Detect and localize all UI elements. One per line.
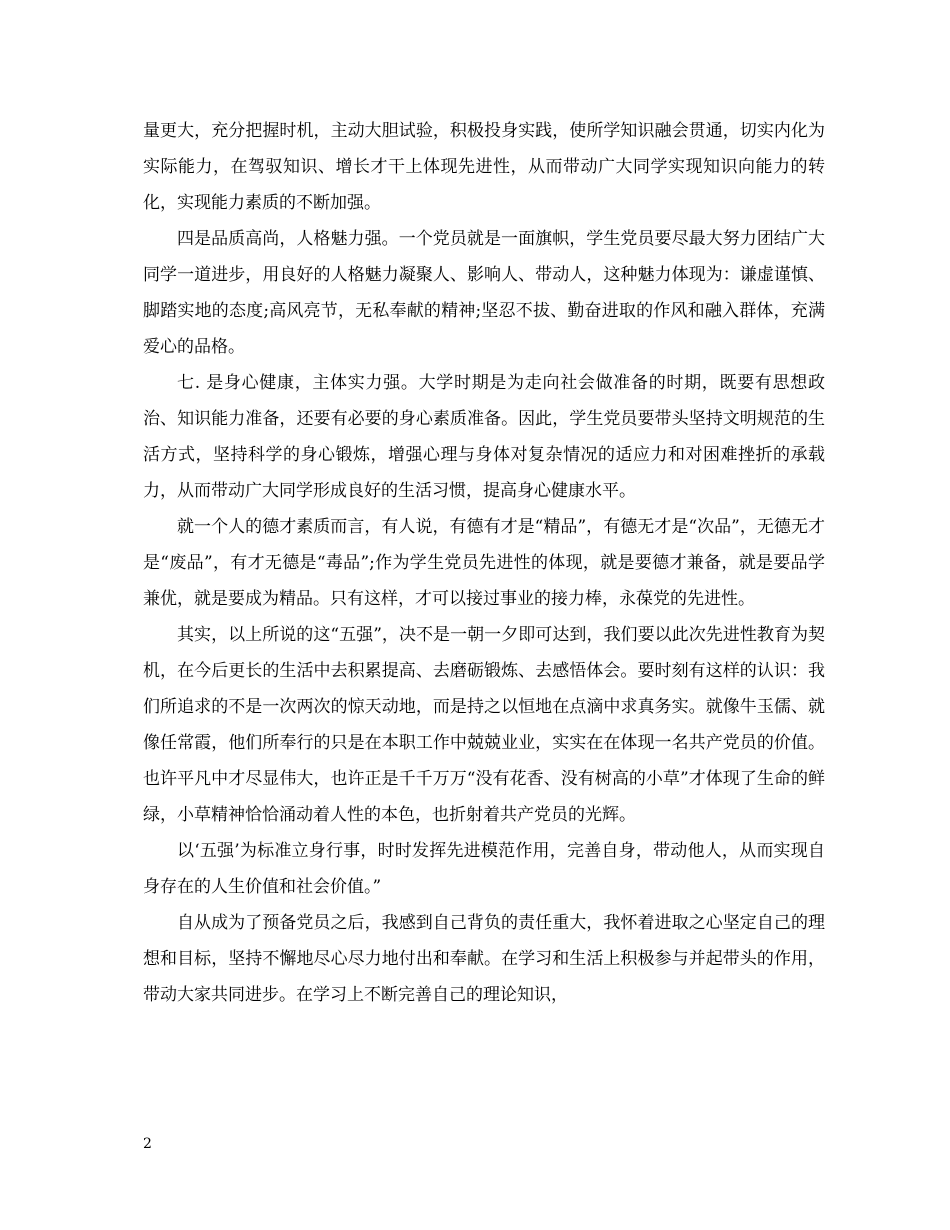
- paragraph: 其实，以上所说的这“五强”，决不是一朝一夕即可达到，我们要以此次先进性教育为契机，在今后更长的生活中去积累提高、去磨砺锻炼、去感悟体会。要时刻有这样的认识：我们所追求的不是一次两次的惊天动地，而是持之以恒地在点滴中求真务实。就像牛玉儒、就像任常霞，他们所奉行的只是在本职工作中兢兢业业，实实在在体现一名共产党员的价值。也许平凡中才尽显伟大，也许正是千千万万“没有花香、没有树高的小草”才体现了生命的鲜绿，小草精神恰恰涌动着人性的本色，也折射着共产党员的光辉。: [143, 625, 825, 825]
- document-body: [143, 113, 825, 1013]
- paragraph: 就一个人的德才素质而言，有人说，有德有才是“精品”，有德无才是“次品”，无德无才是“废品”，有才无德是“毒品”;作为学生党员先进性的体现，就是要德才兼备，就是要品学兼优，就是要成为精品。只有这样，才可以接过事业的接力棒，永葆党的先进性。: [143, 517, 825, 609]
- paragraph: 七. 是身心健康，主体实力强。大学时期是为走向社会做准备的时期，既要有思想政治、知识能力准备，还要有必要的身心素质准备。因此，学生党员要带头坚持文明规范的生活方式，坚持科学的身心锻炼，增强心理与身体对复杂情况的适应力和对困难挫折的承载力，从而带动广大同学形成良好的生活习惯，提高身心健康水平。: [143, 373, 825, 501]
- paragraph: 自从成为了预备党员之后，我感到自己背负的责任重大，我怀着进取之心坚定自己的理想和目标，坚持不懈地尽心尽力地付出和奉献。在学习和生活上积极参与并起带头的作用，带动大家共同进步。在学习上不断完善自己的理论知识，: [143, 913, 825, 1005]
- paragraph: 四是品质高尚，人格魅力强。一个党员就是一面旗帜，学生党员要尽最大努力团结广大同学一道进步，用良好的人格魅力凝聚人、影响人、带动人，这种魅力体现为：谦虚谨慎、脚踏实地的态度;高风亮节，无私奉献的精神;坚忍不拔、勤奋进取的作风和融入群体，充满爱心的品格。: [143, 229, 825, 357]
- paragraph: 以‘五强’为标准立身行事，时时发挥先进模范作用，完善自身，带动他人，从而实现自身存在的人生价值和社会价值。”: [143, 841, 825, 897]
- page-number: 2: [143, 1136, 152, 1152]
- paragraph: 量更大，充分把握时机，主动大胆试验，积极投身实践，使所学知识融会贯通，切实内化为实际能力，在驾驭知识、增长才干上体现先进性，从而带动广大同学实现知识向能力的转化，实现能力素质的不断加强。: [143, 121, 825, 213]
